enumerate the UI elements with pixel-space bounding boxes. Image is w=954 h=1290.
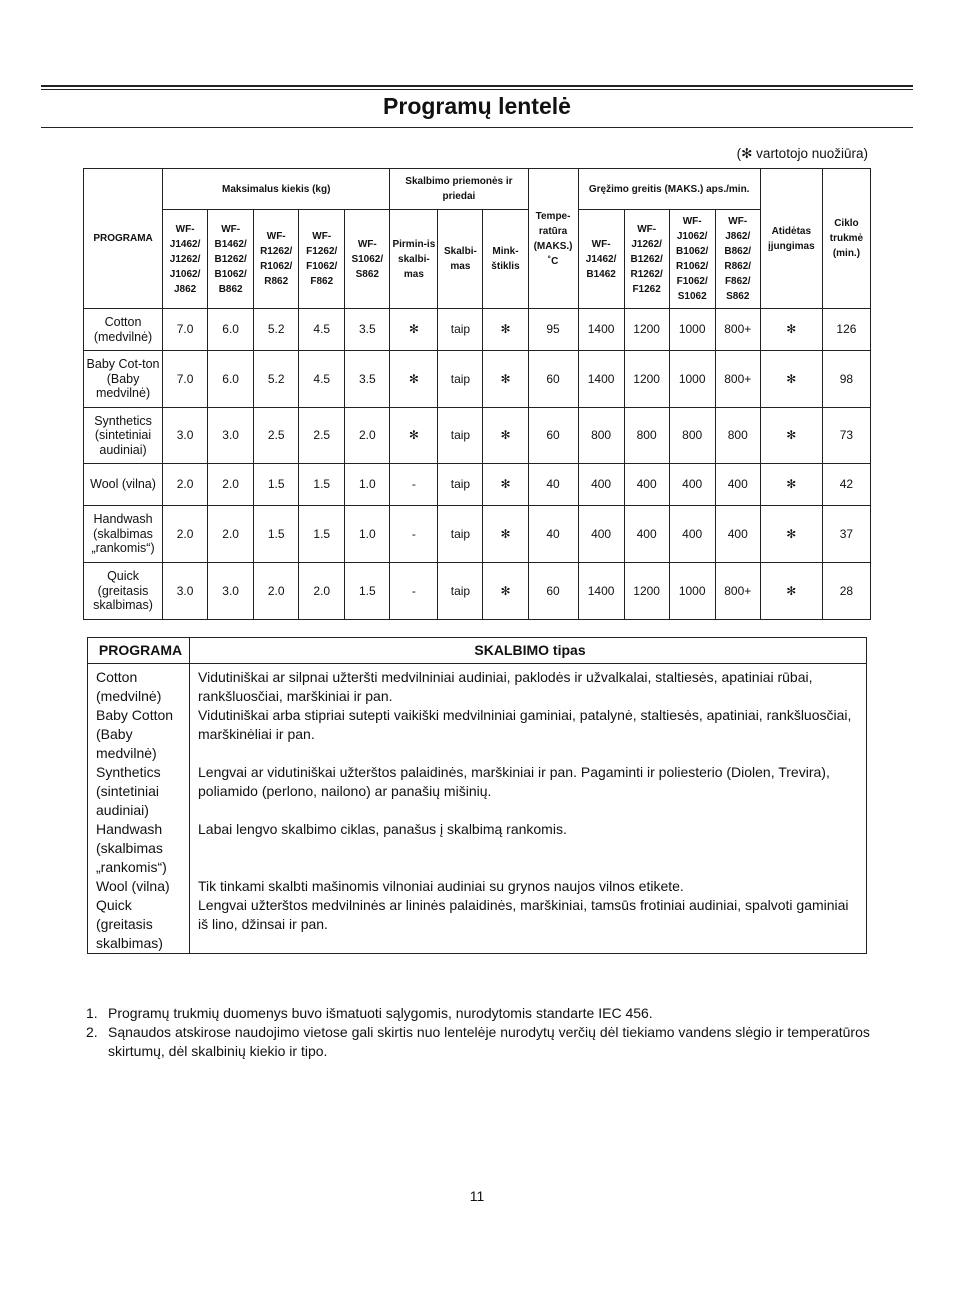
header-spin-model: WF-J1462/ B1462: [578, 210, 624, 309]
table-cell: 7.0: [163, 351, 208, 408]
table-cell: 1.0: [345, 506, 390, 563]
table-cell: 2.0: [299, 563, 345, 620]
table-cell: ✻: [483, 309, 528, 351]
table-cell: 2.5: [299, 408, 345, 464]
table-cell: 4.5: [299, 309, 345, 351]
table-cell: 3.0: [163, 563, 208, 620]
program-name: Quick (greitasis skalbimas): [88, 896, 190, 954]
table-cell: 1000: [669, 563, 715, 620]
table-cell: 2.0: [345, 408, 390, 464]
table-cell: 1000: [669, 309, 715, 351]
table-cell: 400: [715, 506, 760, 563]
table-cell: 3.5: [345, 351, 390, 408]
table-cell: 73: [822, 408, 870, 464]
header-load-model: WF-F1262/ F1062/ F862: [299, 210, 345, 309]
header-spin: Gręžimo greitis (MAKS.) aps./min.: [578, 169, 760, 210]
table-row: [84, 464, 871, 506]
top-rule-thin: [41, 89, 913, 90]
header-wash: Skalbi-mas: [438, 210, 483, 309]
table-cell: 3.5: [345, 309, 390, 351]
table-cell: taip: [438, 408, 483, 464]
table-cell: 4.5: [299, 351, 345, 408]
table-row: [88, 820, 867, 877]
table-cell: ✻: [483, 464, 528, 506]
footnote: 2. Sąnaudos atskirose naudojimo vietose gali skirtis nuo lentelėje nurodytų verčių dėl tiekiamo vandens slėgio ir temperatūros skirtumų, dėl skalbinių kiekio ir tipo.: [86, 1024, 870, 1059]
table-cell: 1.0: [345, 464, 390, 506]
table-cell: 3.0: [163, 408, 208, 464]
program-name: Wool (vilna): [84, 464, 163, 506]
program-name: Wool (vilna): [88, 877, 190, 896]
program-name: Synthetics (sintetiniai audiniai): [84, 408, 163, 464]
table-cell: ✻: [760, 506, 822, 563]
table-cell: 1.5: [299, 464, 345, 506]
table-cell: 37: [822, 506, 870, 563]
table-cell: 2.0: [208, 506, 254, 563]
footnote: 1. Programų trukmių duomenys buvo išmatuoti sąlygomis, nurodytomis standarte IEC 456.: [86, 1005, 653, 1021]
legend-note: (✻ vartotojo nuožiūra): [736, 146, 868, 161]
table-cell: ✻: [760, 351, 822, 408]
header-cycle: Ciklo trukmė (min.): [822, 169, 870, 309]
table-cell: 400: [715, 464, 760, 506]
program-name: Quick (greitasis skalbimas): [84, 563, 163, 620]
table-cell: ✻: [390, 408, 438, 464]
table-row: [84, 351, 871, 408]
table-cell: 6.0: [208, 351, 254, 408]
table-row: [88, 896, 867, 954]
program-name: Cotton (medvilnė): [88, 664, 190, 707]
program-name: Cotton (medvilnė): [84, 309, 163, 351]
table-cell: ✻: [760, 408, 822, 464]
header-load-model: WF-R1262/ R1062/ R862: [254, 210, 299, 309]
program-name: Handwash (skalbimas „rankomis“): [88, 820, 190, 877]
program-name: Synthetics (sintetiniai audiniai): [88, 763, 190, 820]
program-description: Vidutiniškai ar silpnai užteršti medvilniniai audiniai, paklodės ir užvalkalai, staltiesės, apatiniai rūbai, rankšluosčiai, marškiniai ir pan.: [198, 669, 813, 704]
page-number: 11: [469, 1188, 485, 1204]
header-temperature: Tempe-ratūra (MAKS.) ˚C: [528, 169, 578, 309]
table-cell: 400: [669, 464, 715, 506]
table-cell: 98: [822, 351, 870, 408]
wash-type-table: [87, 637, 867, 954]
table-cell: ✻: [760, 563, 822, 620]
table-cell: 2.0: [254, 563, 299, 620]
table-row: [84, 506, 871, 563]
table-cell: taip: [438, 464, 483, 506]
table-cell: 2.5: [254, 408, 299, 464]
table-cell: ✻: [760, 464, 822, 506]
table-cell: 1.5: [254, 464, 299, 506]
page-title: Programų lentelė: [383, 93, 571, 119]
table-cell: 800: [715, 408, 760, 464]
table-cell: 1.5: [254, 506, 299, 563]
table-cell: taip: [438, 506, 483, 563]
top-rule: [41, 85, 913, 87]
table-cell: 400: [578, 506, 624, 563]
table-cell: 126: [822, 309, 870, 351]
program-table: [83, 168, 871, 620]
header-load-model: WF-S1062/ S862: [345, 210, 390, 309]
table-cell: 5.2: [254, 309, 299, 351]
table-cell: 3.0: [208, 563, 254, 620]
table-cell: ✻: [390, 309, 438, 351]
table-cell: 800: [669, 408, 715, 464]
table-cell: 2.0: [163, 464, 208, 506]
table-cell: ✻: [390, 351, 438, 408]
table-cell: 60: [528, 408, 578, 464]
table-row: [84, 408, 871, 464]
table-cell: -: [390, 563, 438, 620]
header-load-model: WF-J1462/ J1262/ J1062/ J862: [163, 210, 208, 309]
table-cell: 95: [528, 309, 578, 351]
table-cell: 800+: [715, 563, 760, 620]
header-detergents: Skalbimo priemonės ir priedai: [390, 169, 528, 210]
table-cell: 400: [669, 506, 715, 563]
program-name: Baby Cotton (Baby medvilnė): [88, 706, 190, 763]
table-cell: ✻: [483, 351, 528, 408]
table-cell: ✻: [483, 506, 528, 563]
program-description: Lengvai užterštos medvilninės ar lininės palaidinės, marškiniai, tamsūs frotiniai audiniai, spalvoti gaminiai iš lino, džinsai ir pan.: [198, 897, 849, 932]
table-cell: 42: [822, 464, 870, 506]
table-cell: 400: [578, 464, 624, 506]
header-prewash: Pirmin-is skalbi-mas: [390, 210, 438, 309]
table-cell: 800+: [715, 309, 760, 351]
table-cell: 2.0: [163, 506, 208, 563]
table-cell: 400: [624, 506, 669, 563]
header-spin-model: WF-J1062/ B1062/ R1062/ F1062/ S1062: [669, 210, 715, 309]
table-cell: ✻: [760, 309, 822, 351]
header-programa: PROGRAMA: [84, 169, 163, 309]
table-cell: 1200: [624, 309, 669, 351]
table-cell: 1200: [624, 563, 669, 620]
table-cell: 40: [528, 464, 578, 506]
header-softener: Mink-štiklis: [483, 210, 528, 309]
table-cell: -: [390, 506, 438, 563]
table-cell: 2.0: [208, 464, 254, 506]
footnotes: [86, 1004, 886, 1061]
program-description: Lengvai ar vidutiniškai užterštos palaidinės, marškiniai ir pan. Pagaminti ir poliesterio (Diolen, Trevira), poliamido (perlono, nailono) ar panašių mišinių.: [198, 764, 830, 799]
table-cell: 800: [578, 408, 624, 464]
table-cell: taip: [438, 563, 483, 620]
title-rule: [41, 127, 913, 128]
table-cell: 1400: [578, 563, 624, 620]
table-row: [88, 763, 867, 820]
program-name: Handwash (skalbimas „rankomis“): [84, 506, 163, 563]
table-cell: -: [390, 464, 438, 506]
table-row: [88, 664, 867, 707]
table-cell: 800: [624, 408, 669, 464]
table-cell: ✻: [483, 563, 528, 620]
t2-header-type: SKALBIMO tipas: [190, 638, 867, 664]
header-spin-model: WF-J1262/ B1262/ R1262/ F1262: [624, 210, 669, 309]
table-cell: 1000: [669, 351, 715, 408]
table-cell: taip: [438, 309, 483, 351]
table-cell: 40: [528, 506, 578, 563]
table-cell: 60: [528, 563, 578, 620]
table-cell: 1200: [624, 351, 669, 408]
table-cell: 1400: [578, 309, 624, 351]
program-description: Tik tinkami skalbti mašinomis vilnoniai audiniai su grynos naujos vilnos etikete.: [198, 878, 684, 894]
program-description: Labai lengvo skalbimo ciklas, panašus į skalbimą rankomis.: [198, 821, 567, 837]
program-description: Vidutiniškai arba stipriai sutepti vaikiški medvilniniai gaminiai, patalynė, staltiesės, apatiniai, rankšluosčiai, marškinėliai ir pan.: [198, 707, 852, 742]
table-row: [84, 563, 871, 620]
table-cell: 28: [822, 563, 870, 620]
table-cell: 1.5: [299, 506, 345, 563]
table-row: [84, 309, 871, 351]
table-cell: ✻: [483, 408, 528, 464]
table-cell: 60: [528, 351, 578, 408]
table-cell: taip: [438, 351, 483, 408]
table-cell: 400: [624, 464, 669, 506]
table-cell: 6.0: [208, 309, 254, 351]
table-cell: 800+: [715, 351, 760, 408]
table-cell: 3.0: [208, 408, 254, 464]
table-row: [88, 877, 867, 896]
header-load-model: WF-B1462/ B1262/ B1062/ B862: [208, 210, 254, 309]
t2-header-programa: PROGRAMA: [88, 638, 190, 664]
header-max-load: Maksimalus kiekis (kg): [163, 169, 390, 210]
table-cell: 7.0: [163, 309, 208, 351]
program-name: Baby Cot-ton (Baby medvilnė): [84, 351, 163, 408]
header-spin-model: WF-J862/ B862/ R862/ F862/ S862: [715, 210, 760, 309]
table-cell: 1.5: [345, 563, 390, 620]
table-cell: 5.2: [254, 351, 299, 408]
table-cell: 1400: [578, 351, 624, 408]
header-delay: Atidėtas įjungimas: [760, 169, 822, 309]
table-row: [88, 706, 867, 763]
